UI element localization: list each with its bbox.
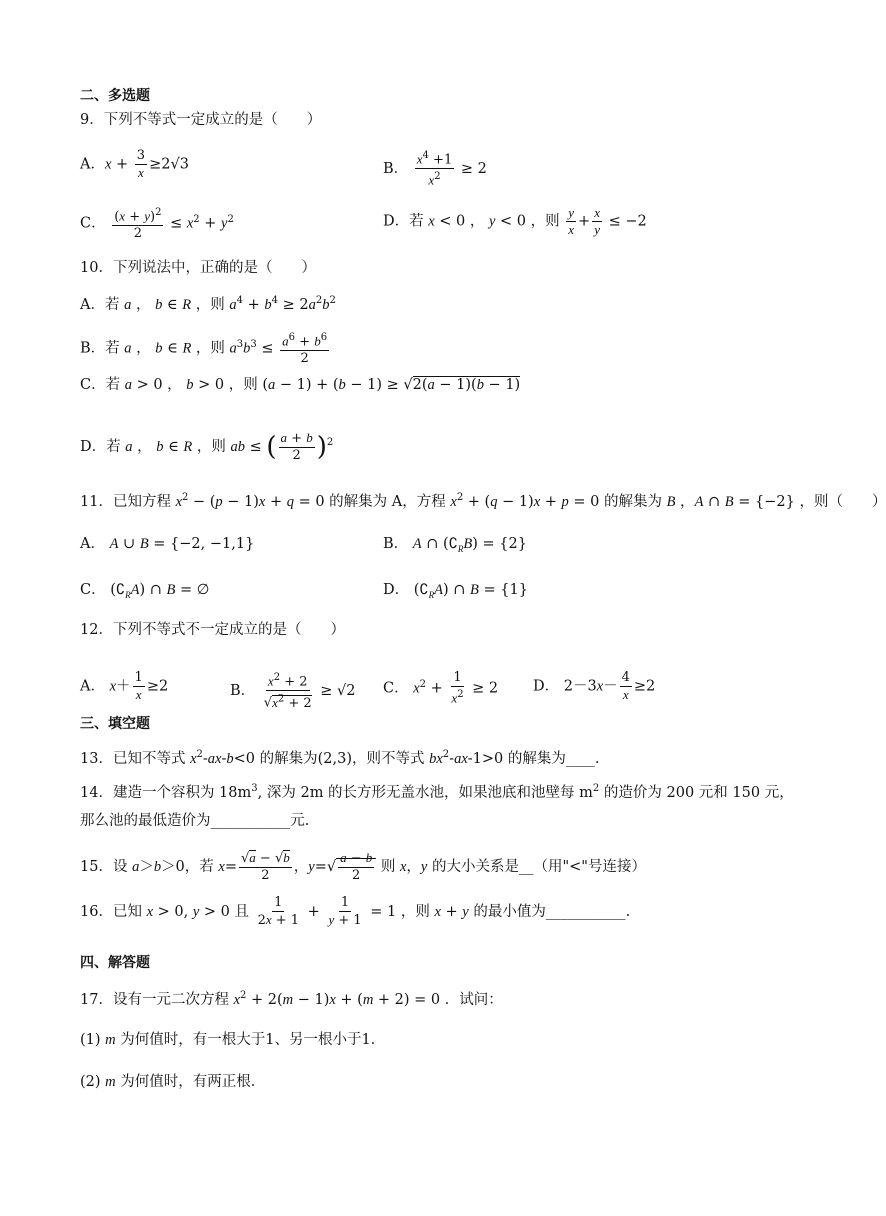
section-heading-solution: 四、解答题 bbox=[80, 955, 150, 971]
q9-option-d: D．若 x < 0 ， y < 0 ，则 $\frac{y}{x}$ + $\frac{x}{y}$ ≤ −2 bbox=[383, 205, 647, 237]
q9-option-c: C． $\frac{(x + y)^2}{2}$ ≤ $x^2 + y^2$ bbox=[80, 207, 234, 242]
question-9-stem: 9．下列不等式一定成立的是（ ） bbox=[80, 112, 322, 128]
q10-option-d: D．若 a ， b ∈ R ，则 ab ≤ ( $\frac{a + b}{2}$ )$^2$ bbox=[80, 430, 334, 463]
question-17-stem: 17．设有一元二次方程 $x^2 + 2(m - 1)x + (m + 2) = 0$ ．试问： bbox=[80, 990, 503, 1008]
question-14-line-2: 那么池的最低造价为___________元. bbox=[80, 813, 310, 829]
q11-option-d: D． $(∁_RA)$ ∩ B = {1} bbox=[383, 582, 528, 600]
q10-option-a: A．若 a ， b ∈ R ，则 $a^4 + b^4 \ge 2a^2b^2$ bbox=[80, 295, 336, 313]
question-17-part-2: (2) m 为何值时，有两正根． bbox=[80, 1074, 266, 1090]
q12-option-d: D． 2－3x－ $\frac{4}{x}$ ≥2 bbox=[533, 670, 656, 702]
q11-option-c: C． $(∁_RA)$ ∩ B = ∅ bbox=[80, 582, 210, 600]
question-17-part-1: (1) m 为何值时，有一根大于1、另一根小于1． bbox=[80, 1032, 386, 1048]
q12-option-a: A． x＋ $\frac{1}{x}$ ≥2 bbox=[80, 670, 169, 702]
q12-option-c: C． $x^2$ + $\frac{1}{x^2}$ ≥ 2 bbox=[383, 670, 499, 706]
question-14-line-1: 14．建造一个容积为 $18m^3$, 深为 2m 的长方形无盖水池，如果池底和池壁每 $m^2$ 的造价为 200 元和 150 元， bbox=[80, 783, 794, 801]
q10-option-b: B．若 a ， b ∈ R ，则 $a^3b^3$ ≤ $\frac{a^6 + b^6}{2}$ bbox=[80, 332, 328, 367]
question-13: 13．已知不等式 $x^2-ax-b<0$ 的解集为(2,3)，则不等式 $bx^2-ax-1>0$ 的解集为____. bbox=[80, 749, 600, 767]
question-12-stem: 12．下列不等式不一定成立的是（ ） bbox=[80, 622, 345, 638]
question-10-stem: 10．下列说法中，正确的是（ ） bbox=[80, 260, 316, 276]
question-11-stem: 11．已知方程 $x^2 - (p - 1)x + q = 0$ 的解集为 A，方程 $x^2 + (q - 1)x + p = 0$ 的解集为 B ，A ∩ B = {−2} ，则（ ） bbox=[80, 492, 886, 510]
question-16: 16．已知 x > 0, y > 0 且 $\frac{1}{2x + 1}$ + $\frac{1}{y + 1}$ = 1 ，则 x + y 的最小值为___________. bbox=[80, 895, 631, 928]
q11-option-b: B． A ∩ $(∁_RB) = \{2\}$ bbox=[383, 536, 527, 554]
q11-option-a: A． A ∪ B = {−2, −1,1} bbox=[80, 536, 255, 552]
q12-option-b: B． $\frac{x^2 + 2}{√x^2 + 2}$ ≥ √2 bbox=[230, 672, 356, 711]
section-heading-multiple-choice: 二、多选题 bbox=[80, 88, 150, 104]
q9-option-b: B． $\frac{x^4 +1}{x^2}$ ≥ 2 bbox=[383, 150, 487, 188]
question-15: 15．设 a＞b＞0，若 x= $\frac{√a - √b}{2}$ ，y=√ $\frac{a - b}{2}$ 则 x，y 的大小关系是__（用"<"号连接） bbox=[80, 850, 646, 883]
q9-option-a: A．x + $\frac{3}{x}$ ≥2√3 bbox=[80, 148, 189, 180]
q10-option-c: C．若 a > 0 ， b > 0 ，则 (a − 1) + (b − 1) ≥ √2(a − 1)(b − 1) bbox=[80, 377, 521, 393]
section-heading-fill-in: 三、填空题 bbox=[80, 716, 150, 732]
